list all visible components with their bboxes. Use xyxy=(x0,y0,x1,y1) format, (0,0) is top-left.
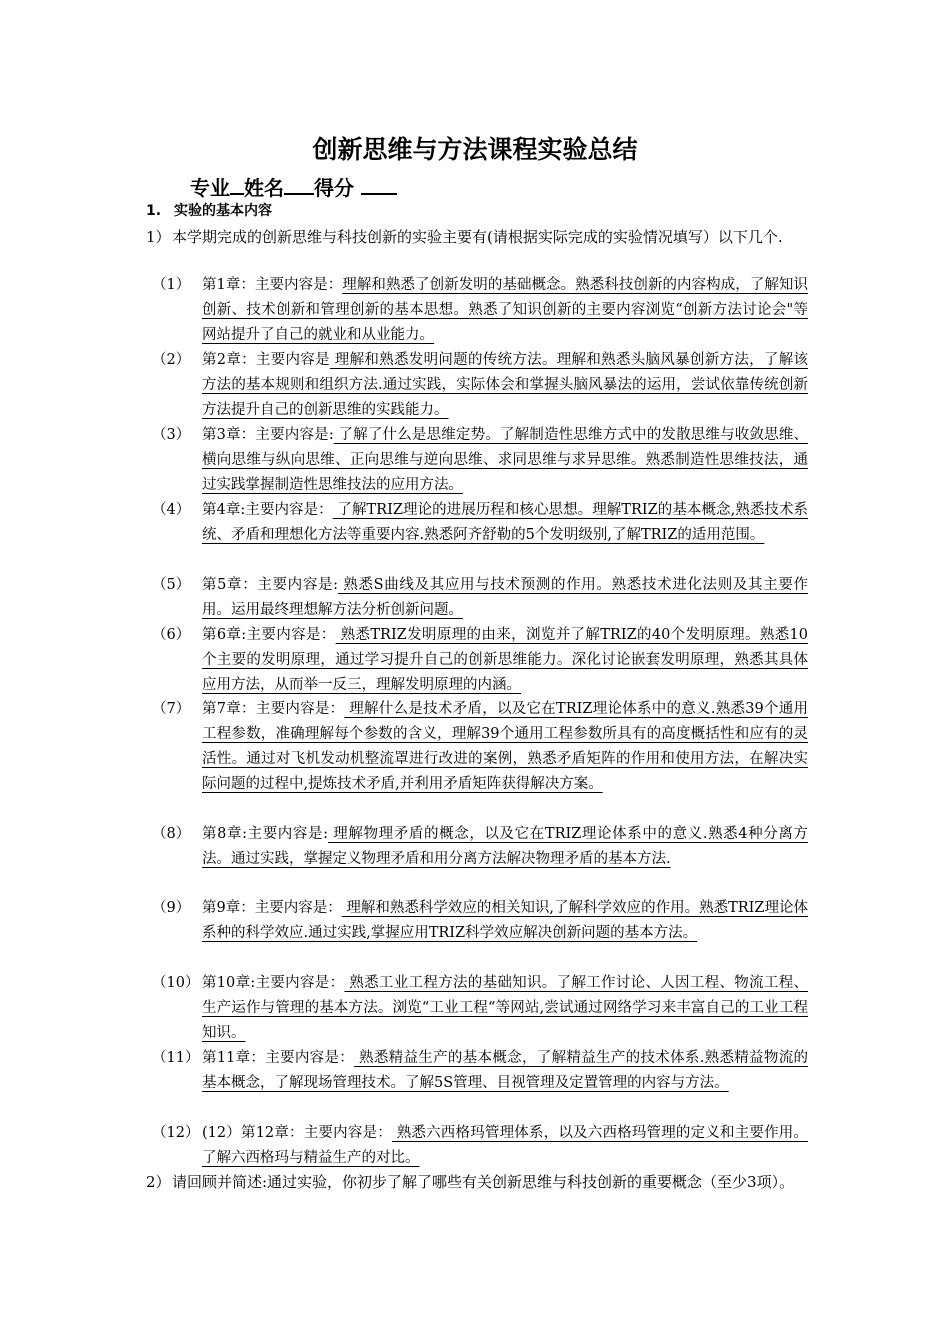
item-answer: 了解了什么是思维定势。了解制造性思维方式中的发散思维与收敛思维、横向思维与纵向思维、正向思维与逆向思维、求同思维与求异思维。熟悉制造性思维技法，通过实践掌握制造性思维技法的应用方法。 xyxy=(202,427,808,493)
item-prefix: 第7章：主要内容是： xyxy=(202,701,345,717)
item-answer: 熟悉TRIZ发明原理的由来，浏览并了解TRIZ的40个发明原理。熟悉10个主要的发明原理，通过学习提升自己的创新思维能力。深化讨论嵌套发明原理，熟悉其具体应用方法，从而举一反三，理解发明原理的内涵。 xyxy=(202,627,808,693)
list-item xyxy=(146,971,808,1046)
question-1 xyxy=(146,225,808,250)
item-answer: 理解和熟悉科学效应的相关知识,了解科学效应的作用。熟悉TRIZ理论体系种的科学效应.通过实践,掌握应用TRIZ科学效应解决创新问题的基本方法。 xyxy=(202,900,808,941)
list-item xyxy=(146,573,808,623)
section-title: 实验的基本内容 xyxy=(174,203,272,219)
item-answer: 理解和熟悉了创新发明的基础概念。熟悉科技创新的内容构成，了解知识创新、技术创新和管理创新的基本思想。熟悉了知识创新的主要内容浏览“创新方法讨论会"等网站提升了自己的就业和从业能力。 xyxy=(202,277,808,343)
item-prefix: 第10章:主要内容是： xyxy=(202,975,345,991)
name-label: 姓名 xyxy=(244,176,284,200)
student-info-line xyxy=(190,173,397,203)
page-title: 创新思维与方法课程实验总结 xyxy=(312,135,638,164)
item-number: （1） xyxy=(152,277,191,293)
question-2 xyxy=(146,1170,808,1195)
item-answer: 熟悉六西格玛管理体系，以及六西格玛管理的定义和主要作用。了解六西格玛与精益生产的对比。 xyxy=(202,1125,808,1166)
item-number: （6） xyxy=(152,627,191,643)
item-prefix: 第5章：主要内容是: xyxy=(202,577,339,593)
major-label: 专业 xyxy=(190,176,230,200)
item-number: （12） xyxy=(152,1125,200,1141)
item-prefix: 第11章：主要内容是： xyxy=(202,1050,355,1066)
list-item xyxy=(146,822,808,872)
list-item xyxy=(146,1121,808,1171)
name-blank[interactable] xyxy=(284,173,314,195)
item-number: （4） xyxy=(152,502,191,518)
item-answer: 理解物理矛盾的概念，以及它在TRIZ理论体系中的意义.熟悉4种分离方法。通过实践，掌握定义物理矛盾和用分离方法解决物理矛盾的基本方法. xyxy=(202,826,808,867)
item-prefix: 第1章：主要内容是： xyxy=(202,277,343,293)
item-answer: 了解TRIZ理论的进展历程和核心思想。理解TRIZ的基本概念,熟悉技术系统、矛盾和理想化方法等重要内容.熟悉阿齐舒勒的5个发明级别,了解TRIZ的适用范围。 xyxy=(202,502,808,543)
item-prefix: 第6章:主要内容是： xyxy=(202,627,336,643)
question-text: 请回顾并简述:通过实验，你初步了解了哪些有关创新思维与科技创新的重要概念（至少3项）。 xyxy=(172,1173,795,1191)
list-item xyxy=(146,1046,808,1096)
item-number: （5） xyxy=(152,577,191,593)
item-answer: 熟悉S曲线及其应用与技术预测的作用。熟悉技术进化法则及其主要作用。运用最终理想解方法分析创新问题。 xyxy=(202,577,808,618)
item-prefix: (12）第12章：主要内容是： xyxy=(202,1125,392,1141)
list-item xyxy=(146,498,808,548)
item-number: （11） xyxy=(152,1050,200,1066)
item-number: （7） xyxy=(152,701,191,717)
major-blank[interactable] xyxy=(230,173,244,195)
item-number: （9） xyxy=(152,900,191,916)
item-number: （3） xyxy=(152,427,191,443)
question-text: 本学期完成的创新思维与科技创新的实验主要有(请根据实际完成的实验情况填写）以下几个. xyxy=(172,228,783,246)
list-item xyxy=(146,697,808,797)
score-blank[interactable] xyxy=(361,173,397,195)
item-answer: 熟悉精益生产的基本概念，了解精益生产的技术体系.熟悉精益物流的基本概念，了解现场管理技术。了解5S管理、目视管理及定置管理的内容与方法。 xyxy=(202,1050,809,1091)
question-number: 2） xyxy=(146,1173,171,1191)
item-number: （8） xyxy=(152,826,191,842)
item-prefix: 第3章：主要内容是: xyxy=(202,427,334,443)
item-prefix: 第9章：主要内容是： xyxy=(202,900,342,916)
item-answer: 理解什么是技术矛盾，以及它在TRIZ理论体系中的意义.熟悉39个通用工程参数，准确理解每个参数的含义，理解39个通用工程参数所具有的高度概括性和应有的灵活性。通过对飞机发动机整流罩进行改进的案例，熟悉矛盾矩阵的作用和使用方法，在解决实际问题的过程中,提炼技术矛盾,并利用矛盾矩阵获得解决方案。 xyxy=(202,701,808,792)
section-number: 1. xyxy=(146,203,162,219)
section-heading xyxy=(146,200,272,222)
list-item xyxy=(146,896,808,946)
question-number: 1） xyxy=(146,228,171,246)
item-number: （2） xyxy=(152,352,191,368)
item-prefix: 第8章:主要内容是: xyxy=(202,826,329,842)
item-number: （10） xyxy=(152,975,200,991)
list-item xyxy=(146,423,808,498)
item-answer: 熟悉工业工程方法的基础知识。了解工作讨论、人因工程、物流工程、生产运作与管理的基本方法。浏览“工业工程“等网站,尝试通过网络学习来丰富自己的工业工程知识。 xyxy=(202,975,808,1041)
item-prefix: 第4章:主要内容是： xyxy=(202,502,333,518)
score-label: 得分 xyxy=(314,176,354,200)
item-answer: 理解和熟悉发明问题的传统方法。理解和熟悉头脑风暴创新方法，了解该方法的基本规则和组织方法.通过实践，实际体会和掌握头脑风暴法的运用，尝试依靠传统创新方法提升自己的创新思维的实践能力。 xyxy=(202,352,809,418)
item-prefix: 第2章：主要内容是 xyxy=(202,352,330,368)
list-item xyxy=(146,273,808,348)
list-item xyxy=(146,348,808,423)
list-item xyxy=(146,623,808,698)
